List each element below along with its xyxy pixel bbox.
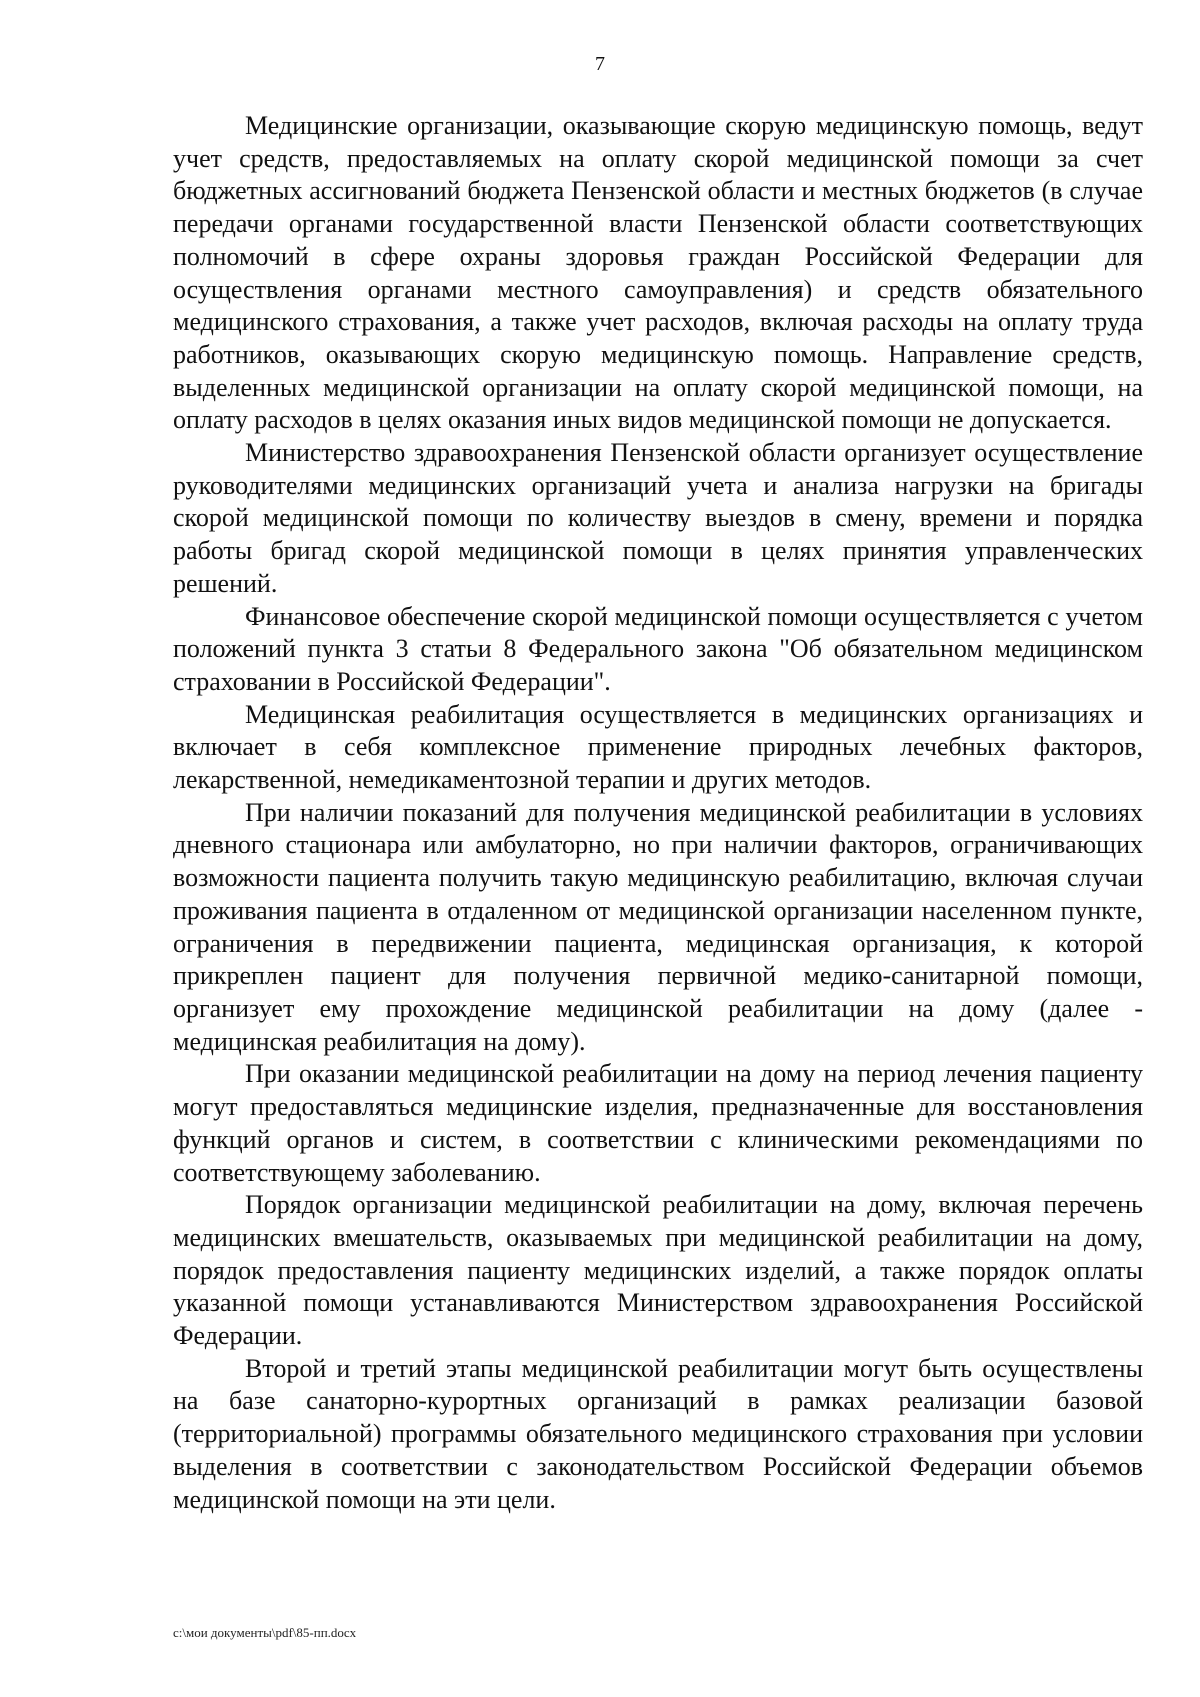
footer-file-path: c:\мои документы\pdf\85-пп.docx bbox=[173, 1625, 357, 1640]
paragraph: Медицинская реабилитация осуществляется в медицинских организациях и включает в себя комплексное применение природных лечебных факторов, лекарственной, немедикаментозной терапии и других методов. bbox=[173, 699, 1143, 795]
paragraph: Министерство здравоохранения Пензенской области организует осуществление руководителями медицинских организаций учета и анализа нагрузки на бригады скорой медицинской помощи по количеству выездов в смену, времени и порядка работы бригад скорой медицинской помощи в целях принятия управленческих решений. bbox=[173, 438, 1143, 598]
paragraph: Медицинские организации, оказывающие скорую медицинскую помощь, ведут учет средств, предоставляемых на оплату скорой медицинской помощи за счет бюджетных ассигнований бюджета Пензенской области и местных бюджетов (в случае передачи органами государственной власти Пензенской области соответствующих полномочий в сфере охраны здоровья граждан Российской Федерации для осуществления органами местного самоуправления) и средств обязательного медицинского страхования, а также учет расходов, включая расходы на оплату труда работников, оказывающих скорую медицинскую помощь. Направление средств, выделенных медицинской организации на оплату скорой медицинской помощи, на оплату расходов в целях оказания иных видов медицинской помощи не допускается. bbox=[173, 111, 1143, 435]
paragraph: При оказании медицинской реабилитации на дому на период лечения пациенту могут предоставляться медицинские изделия, предназначенные для восстановления функций органов и систем, в соответствии с клиническими рекомендациями по соответствующему заболеванию. bbox=[173, 1059, 1143, 1187]
document-body bbox=[173, 110, 1143, 1516]
paragraph: Порядок организации медицинской реабилитации на дому, включая перечень медицинских вмешательств, оказываемых при медицинской реабилитации на дому, порядок предоставления пациенту медицинских изделий, а также порядок оплаты указанной помощи устанавливаются Министерством здравоохранения Российской Федерации. bbox=[173, 1190, 1143, 1351]
page-number: 7 bbox=[595, 53, 605, 75]
paragraph: При наличии показаний для получения медицинской реабилитации в условиях дневного стационара или амбулаторно, но при наличии факторов, ограничивающих возможности пациента получить такую медицинскую реабилитацию, включая случаи проживания пациента в отдаленном от медицинской организации населенном пункте, ограничения в передвижении пациента, медицинская организация, к которой прикреплен пациент для получения первичной медико-санитарной помощи, организует ему прохождение медицинской реабилитации на дому (далее - медицинская реабилитация на дому). bbox=[173, 797, 1143, 1056]
paragraph: Второй и третий этапы медицинской реабилитации могут быть осуществлены на базе санаторно-курортных организаций в рамках реализации базовой (территориальной) программы обязательного медицинского страхования при условии выделения в соответствии с законодательством Российской Федерации объемов медицинской помощи на эти цели. bbox=[173, 1353, 1143, 1514]
paragraph: Финансовое обеспечение скорой медицинской помощи осуществляется с учетом положений пункта 3 статьи 8 Федерального закона "Об обязательном медицинском страховании в Российской Федерации". bbox=[173, 601, 1143, 696]
